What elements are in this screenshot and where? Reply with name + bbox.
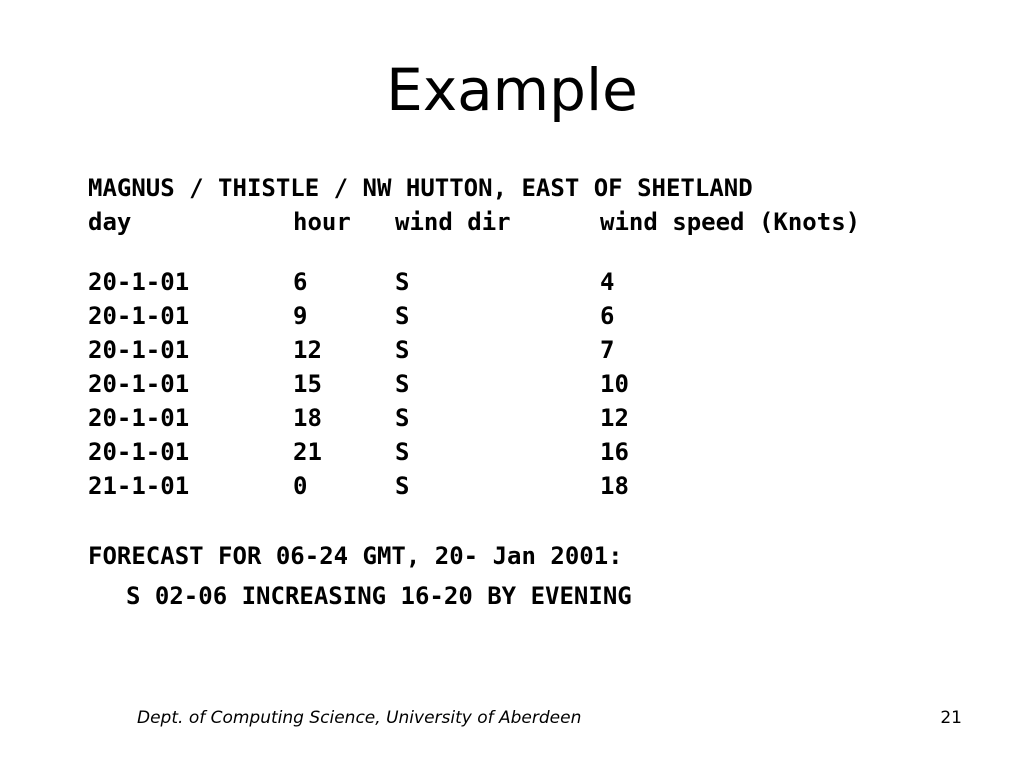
cell-wind-speed: 12 <box>600 404 629 432</box>
cell-hour: 6 <box>293 268 308 296</box>
cell-wind-dir: S <box>395 472 410 500</box>
cell-wind-dir: S <box>395 302 410 330</box>
cell-hour: 12 <box>293 336 322 364</box>
cell-wind-dir: S <box>395 370 410 398</box>
header-wind-speed: wind speed (Knots) <box>600 208 861 236</box>
slide-title: Example <box>386 56 638 124</box>
header-day: day <box>88 208 132 236</box>
table-row <box>88 299 948 333</box>
table-row <box>88 401 948 435</box>
cell-wind-speed: 18 <box>600 472 629 500</box>
footer-department: Dept. of Computing Science, University of Aberdeen <box>137 708 582 728</box>
table-row <box>88 435 948 469</box>
table-header-row <box>88 205 948 239</box>
cell-day: 20-1-01 <box>88 404 190 432</box>
cell-wind-speed: 4 <box>600 268 615 296</box>
cell-wind-dir: S <box>395 438 410 466</box>
cell-hour: 15 <box>293 370 322 398</box>
forecast-text: S 02-06 INCREASING 16-20 BY EVENING <box>126 582 632 610</box>
cell-wind-speed: 6 <box>600 302 615 330</box>
cell-day: 20-1-01 <box>88 302 190 330</box>
cell-day: 20-1-01 <box>88 370 190 398</box>
cell-hour: 21 <box>293 438 322 466</box>
cell-hour: 0 <box>293 472 308 500</box>
cell-day: 21-1-01 <box>88 472 190 500</box>
page-number: 21 <box>940 708 962 728</box>
cell-day: 20-1-01 <box>88 438 190 466</box>
table-row <box>88 265 948 299</box>
cell-hour: 18 <box>293 404 322 432</box>
cell-wind-speed: 7 <box>600 336 615 364</box>
header-wind-dir: wind dir <box>395 208 511 236</box>
cell-wind-dir: S <box>395 336 410 364</box>
header-hour: hour <box>293 208 351 236</box>
cell-wind-speed: 16 <box>600 438 629 466</box>
location-heading: MAGNUS / THISTLE / NW HUTTON, EAST OF SHETLAND <box>88 174 753 202</box>
cell-day: 20-1-01 <box>88 268 190 296</box>
forecast-heading: FORECAST FOR 06-24 GMT, 20- Jan 2001: <box>88 542 623 570</box>
cell-hour: 9 <box>293 302 308 330</box>
table-row <box>88 367 948 401</box>
cell-day: 20-1-01 <box>88 336 190 364</box>
table-row <box>88 469 948 503</box>
cell-wind-speed: 10 <box>600 370 629 398</box>
cell-wind-dir: S <box>395 268 410 296</box>
cell-wind-dir: S <box>395 404 410 432</box>
table-row <box>88 333 948 367</box>
